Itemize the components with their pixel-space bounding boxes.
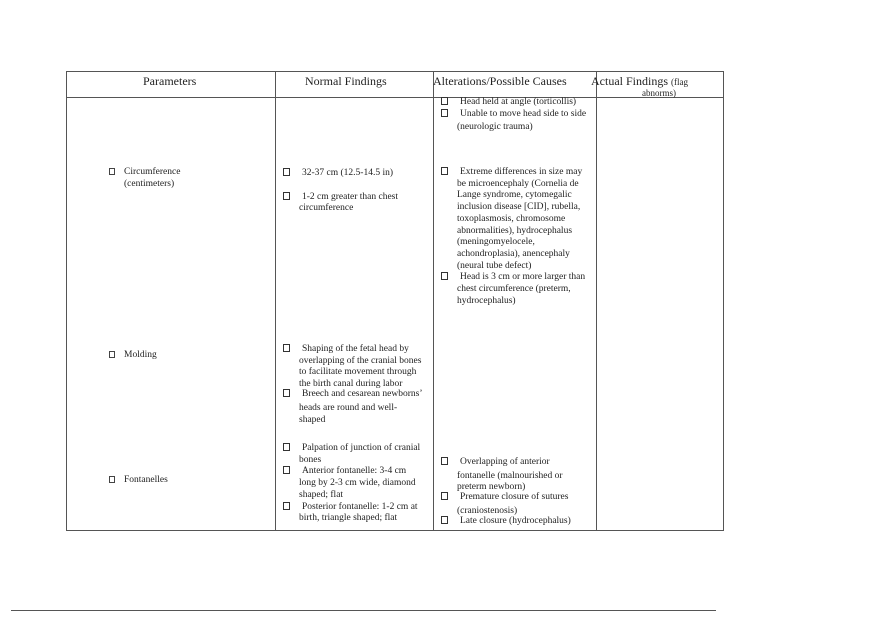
list-item-continuation: birth, triangle shaped; flat (299, 513, 398, 524)
header-alterations: Alterations/Possible Causes (433, 74, 567, 88)
list-item-continuation: shaped (299, 414, 326, 425)
checkbox[interactable] (441, 492, 448, 500)
checkbox[interactable] (283, 466, 290, 474)
list-item-continuation: (neurologic trauma) (457, 122, 533, 133)
list-item: Head held at angle (torticollis) (441, 97, 601, 109)
list-item: Late closure (hydrocephalus) (441, 516, 601, 528)
list-item-continuation: achondroplasia), anencephaly (457, 248, 570, 259)
molding-normal (283, 344, 433, 426)
list-item: Head is 3 cm or more larger than (441, 272, 601, 284)
list-item: Palpation of junction of cranial (283, 443, 433, 455)
param-fontanelles: Fontanelles (109, 475, 168, 487)
list-item: Anterior fontanelle: 3-4 cm (283, 466, 433, 478)
list-item-continuation: abnormalities), hydrocephalus (457, 225, 573, 236)
list-item: Premature closure of sutures (441, 492, 601, 504)
list-item-continuation: preterm newborn) (457, 482, 526, 493)
header-actual-label: Actual Findings (591, 74, 668, 88)
list-item-continuation: inclusion disease [CID], rubella, (457, 202, 581, 213)
checkbox[interactable] (441, 457, 448, 465)
header-actual-findings (591, 74, 688, 89)
checkbox[interactable] (283, 502, 290, 510)
circumference-normal (283, 168, 433, 215)
fontanelles-normal (283, 443, 433, 525)
list-item: Unable to move head side to side (441, 109, 601, 121)
checkbox[interactable] (441, 109, 448, 117)
list-item-continuation: (craniostenosis) (457, 506, 518, 517)
param-unit: (centimeters) (124, 178, 175, 189)
column-divider (275, 72, 276, 530)
header-divider (67, 97, 723, 98)
list-item: Breech and cesarean newborns’ (283, 389, 433, 401)
param-molding: Molding (109, 350, 157, 362)
footer-rule (11, 610, 716, 611)
list-item-continuation: bones (299, 454, 322, 465)
header-actual-note: (flag (671, 77, 688, 87)
checkbox[interactable] (441, 272, 448, 280)
checkbox[interactable] (441, 516, 448, 524)
list-item-continuation: hydrocephalus) (457, 295, 516, 306)
checkbox[interactable] (283, 192, 290, 200)
list-item: 1-2 cm greater than chest (283, 192, 433, 204)
list-item-continuation: heads are round and well- (299, 402, 398, 413)
param-circumference: Circumference (centimeters) (109, 167, 180, 190)
list-item-continuation: (meningomyelocele, (457, 237, 535, 248)
list-item-continuation: circumference (299, 203, 354, 214)
checkbox[interactable] (109, 168, 115, 175)
checkbox[interactable] (283, 168, 290, 176)
checkbox[interactable] (109, 351, 115, 358)
list-item-continuation: overlapping of the cranial bones (299, 355, 422, 366)
list-item-continuation: toxoplasmosis, chromosome (457, 213, 566, 224)
header-normal-findings: Normal Findings (305, 74, 387, 88)
list-item-continuation: be microencephaly (Cornelia de (457, 178, 579, 189)
head-position-alterations (441, 97, 601, 134)
fontanelles-alterations (441, 457, 601, 528)
list-item-continuation: long by 2-3 cm wide, diamond (299, 478, 416, 489)
list-item: 32-37 cm (12.5-14.5 in) (283, 168, 433, 180)
list-item-continuation: (neural tube defect) (457, 260, 532, 271)
checkbox[interactable] (283, 344, 290, 352)
checkbox[interactable] (109, 476, 115, 483)
checkbox[interactable] (441, 167, 448, 175)
circumference-alterations (441, 167, 601, 307)
list-item-continuation: chest circumference (preterm, (457, 284, 571, 295)
column-divider (433, 72, 434, 530)
list-item-continuation: to facilitate movement through (299, 367, 417, 378)
list-item-continuation: Lange syndrome, cytomegalic (457, 190, 572, 201)
list-item-continuation: fontanelle (malnourished or (457, 470, 563, 481)
list-item: Overlapping of anterior (441, 457, 601, 469)
checkbox[interactable] (283, 443, 290, 451)
list-item: Shaping of the fetal head by (283, 344, 433, 356)
checkbox[interactable] (441, 97, 448, 105)
list-item: Extreme differences in size may (441, 167, 601, 179)
header-actual-note-2: abnorms) (642, 88, 676, 98)
list-item-continuation: the birth canal during labor (299, 379, 403, 390)
list-item: Posterior fontanelle: 1-2 cm at (283, 502, 433, 514)
header-parameters: Parameters (143, 74, 197, 88)
list-item-continuation: shaped; flat (299, 489, 344, 500)
checkbox[interactable] (283, 389, 290, 397)
